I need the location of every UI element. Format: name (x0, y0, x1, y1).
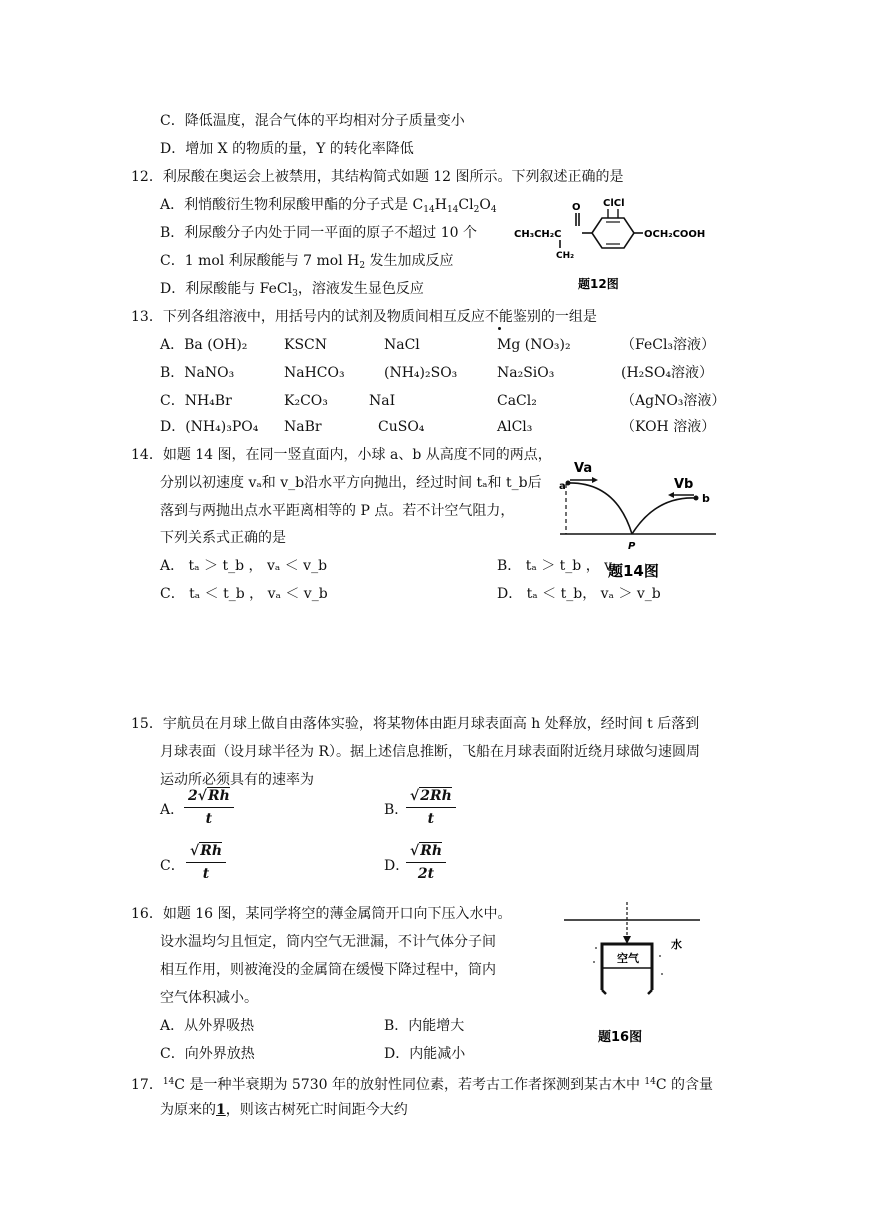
q17-line-2: 为原来的1，则该古树死亡时间距今大约 (160, 1102, 408, 1118)
q13-row-b-col3: (NH₄)₂SO₃ (384, 365, 458, 381)
q14-projectile-figure (556, 452, 726, 582)
q13-row-a-col3: NaCl (384, 337, 420, 353)
q13-row-d-col4: AlCl₃ (497, 419, 533, 435)
q15-option-c-label: C． (160, 858, 185, 874)
q13-emphasis: 不能 (484, 309, 513, 325)
q14-line-4: 下列关系式正确的是 (160, 530, 286, 546)
q13-row-b-col2: NaHCO₃ (284, 365, 345, 381)
q14-option-b: B． tₐ ＞ t_b ， vₐ (497, 558, 618, 574)
q13-row-b-col5: (H₂SO₄溶液） (621, 365, 713, 381)
q14-option-a: A． tₐ ＞ t_b ， vₐ ＜ v_b (160, 558, 328, 574)
q12-option-d: D．利尿酸能与 FeCl$_3$，溶液发生显色反应 (160, 281, 424, 299)
q13-row-a-col5: （FeCl₃溶液） (621, 337, 716, 353)
q16-option-b: B．内能增大 (384, 1018, 465, 1034)
q15-option-d-fraction: $\frac{√Rh}{2t}$ (406, 843, 446, 882)
fig-p-label: P (628, 541, 636, 552)
q16-option-c: C．向外界放热 (160, 1046, 255, 1062)
struct-left-label: CH₃CH₂C (514, 229, 562, 240)
struct-ch2-label: CH₂ (556, 251, 575, 261)
q17-line-1: 17．$^{14}$C 是一种半衰期为 5730 年的放射性同位素，若考古工作者探测到某古木中 $^{14}$C 的含量 (131, 1077, 714, 1093)
q14-line-1: 14．如题 14 图，在同一竖直面内，小球 a、b 从高度不同的两点， (131, 447, 552, 463)
q12-structure-figure (508, 192, 720, 294)
q13-row-c-col2: K₂CO₃ (284, 393, 328, 409)
q12-option-a: A．利悄酸衍生物利尿酸甲酯的分子式是 $C_{14}H_{14}Cl_2O_4$ (160, 197, 497, 215)
q14-line-3: 落到与两抛出点水平距离相等的 P 点。若不计空气阻力， (160, 503, 515, 519)
q13-row-d-col5: （KOH 溶液） (621, 419, 716, 435)
q16-cylinder-figure (560, 900, 705, 1048)
q16-line-2: 设水温均匀且恒定，筒内空气无泄漏，不计气体分子间 (160, 934, 496, 950)
q11-option-d: D．增加 X 的物质的量，Y 的转化率降低 (160, 141, 414, 157)
q15-option-c-fraction: $\frac{√Rh}{t}$ (186, 843, 226, 882)
q15-line-2: 月球表面（设月球半径为 R）。据上述信息推断，飞船在月球表面附近绕月球做匀速圆周 (160, 744, 700, 760)
q12-stem: 12．利尿酸在奥运会上被禁用，其结构简式如题 12 图所示。下列叙述正确的是 (131, 169, 624, 185)
q14-option-d: D． tₐ ＜ t_b， vₐ ＞ v_b (497, 586, 661, 602)
fig-va-label: Va (574, 461, 593, 476)
struct-clcl-label: ClCl (603, 198, 625, 209)
fig-vb-label: Vb (674, 477, 694, 492)
fig-air-label: 空气 (617, 952, 639, 965)
q11-option-c: C．降低温度，混合气体的平均相对分子质量变小 (160, 113, 465, 129)
q14-figure-caption: 题14图 (608, 562, 659, 580)
q15-option-d-label: D． (384, 858, 410, 874)
fig-b-label: b (702, 492, 710, 505)
q15-line-3: 运动所必须具有的速率为 (160, 772, 314, 788)
q15-line-1: 15．宇航员在月球上做自由落体实验，将某物体由距月球表面高 h 处释放，经时间 t 后落到 (131, 716, 700, 732)
q13-row-b-col4: Na₂SiO₃ (497, 365, 555, 381)
q13-row-d-col1: D．(NH₄)₃PO₄ (160, 419, 259, 435)
q13-row-c-col4: CaCl₂ (497, 393, 537, 409)
q12-option-b: B．利尿酸分子内处于同一平面的原子不超过 10 个 (160, 225, 478, 241)
q16-line-1: 16．如题 16 图，某同学将空的薄金属筒开口向下压入水中。 (131, 906, 512, 922)
q14-line-2: 分别以初速度 vₐ和 v_b沿水平方向抛出，经过时间 tₐ和 t_b后 (160, 475, 542, 491)
struct-right-label: OCH₂COOH (644, 229, 706, 240)
q15-option-a-label: A． (160, 802, 185, 818)
q13-row-b-col1: B．NaNO₃ (160, 365, 235, 381)
q16-line-4: 空气体积减小。 (160, 990, 258, 1006)
q14-option-c: C． tₐ ＜ t_b ， vₐ ＜ v_b (160, 586, 328, 602)
fig-a-label: a (559, 481, 566, 492)
q13-stem: 13．下列各组溶液中，用括号内的试剂及物质间相互反应不能鉴别的一组是 (131, 309, 597, 325)
q16-option-a: A．从外界吸热 (160, 1018, 255, 1034)
q15-option-b-label: B． (384, 802, 409, 818)
q13-row-c-col1: C．NH₄Br (160, 393, 232, 409)
q15-option-a-fraction: $\frac{2√Rh}{t}$ (184, 788, 234, 827)
q17-fraction-numerator: 1 (216, 1102, 226, 1118)
q13-row-c-col3: NaI (369, 393, 396, 409)
q15-option-b-fraction: $\frac{√2Rh}{t}$ (406, 788, 456, 827)
q12-option-c: C．1 mol 利尿酸能与 7 mol $H_2$ 发生加成反应 (160, 253, 454, 271)
q13-row-a-col4: Mg (NO₃)₂ (497, 337, 571, 353)
struct-o-label: O (572, 202, 581, 213)
q12-figure-caption: 题12图 (578, 277, 619, 291)
q13-row-a-col2: KSCN (284, 337, 328, 353)
q16-figure-caption: 题16图 (598, 1030, 643, 1045)
q16-option-d: D．内能减小 (384, 1046, 466, 1062)
q13-row-a-col1: A．Ba (OH)₂ (160, 337, 248, 353)
q13-row-c-col5: （AgNO₃溶液） (621, 393, 726, 409)
q13-row-d-col2: NaBr (284, 419, 322, 435)
fig-water-label: 水 (671, 938, 682, 951)
q16-line-3: 相互作用，则被淹没的金属筒在缓慢下降过程中，筒内 (160, 962, 496, 978)
q13-row-d-col3: CuSO₄ (378, 419, 425, 435)
